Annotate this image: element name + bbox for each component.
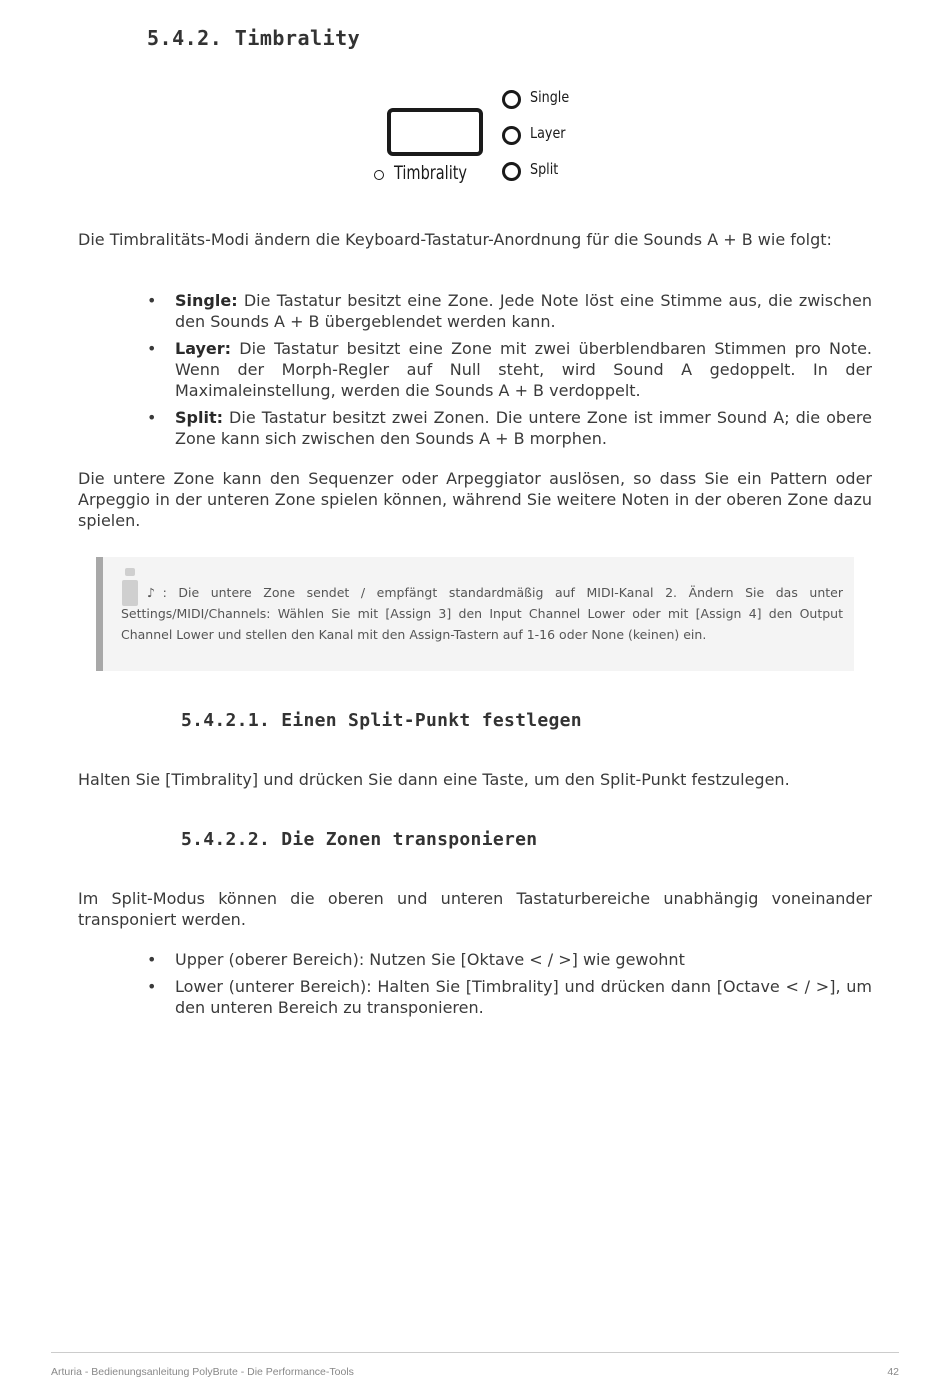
page-number: 42 — [887, 1366, 899, 1378]
list-item — [147, 290, 872, 332]
mode-description: Die Tastatur besitzt zwei Zonen. Die untere Zone ist immer Sound A; die obere Zone kann sich zwischen den Sounds A + B morphen. — [175, 408, 872, 448]
note-rest: Settings/MIDI/Channels: Wählen Sie mit [Assign 3] den Input Channel Lower oder mit [Assign 4] den Output Channel Lower und stellen den Kanal mit den Assign-Tastern auf 1-16 oder None (keinen) ein. — [121, 606, 843, 642]
option-split-label: Split — [530, 160, 559, 178]
transpose-upper-text: Upper (oberer Bereich): Nutzen Sie [Oktave < / >] wie gewohnt — [175, 950, 685, 969]
option-layer-label: Layer — [530, 124, 566, 142]
subsection-heading-split-point: 5.4.2.1. Einen Split-Punkt festlegen — [181, 710, 582, 731]
mode-term: Layer: — [175, 339, 232, 358]
footer-divider — [51, 1352, 899, 1353]
split-point-paragraph: Halten Sie [Timbrality] und drücken Sie dann eine Taste, um den Split-Punkt festzulegen. — [78, 770, 790, 789]
footer-title: Arturia - Bedienungsanleitung PolyBrute - Die Performance-Tools — [51, 1366, 354, 1378]
lower-zone-paragraph: Die untere Zone kann den Sequenzer oder Arpeggiator auslösen, so dass Sie ein Pattern oder Arpeggio in der unteren Zone spielen können, während Sie weitere Noten in der oberen Zone dazu spielen. — [78, 469, 872, 530]
list-item — [147, 949, 872, 970]
list-item — [147, 407, 872, 449]
modes-list — [147, 290, 872, 455]
timbrality-led-icon — [374, 170, 384, 180]
split-led-icon — [502, 162, 521, 181]
bullet-icon: • — [147, 977, 157, 996]
transpose-paragraph: Im Split-Modus können die oberen und unteren Tastaturbereiche unabhängig voneinander transponiert werden. — [78, 889, 872, 929]
bullet-icon: • — [147, 291, 157, 310]
info-note-box — [96, 557, 854, 671]
section-heading: 5.4.2. Timbrality — [147, 26, 361, 50]
bullet-icon: • — [147, 950, 157, 969]
mode-term: Split: — [175, 408, 223, 427]
mode-description: Die Tastatur besitzt eine Zone. Jede Note löst eine Stimme aus, die zwischen den Sounds A + B übergeblendet werden kann. — [175, 291, 872, 331]
layer-led-icon — [502, 126, 521, 145]
mode-description: Die Tastatur besitzt eine Zone mit zwei überblendbaren Stimmen pro Note. Wenn der Morph-Regler auf Null steht, wird Sound A gedoppelt. In der Maximaleinstellung, werden die Sounds A + B verdoppelt. — [175, 339, 872, 400]
single-led-icon — [502, 90, 521, 109]
timbrality-panel-label: Timbrality — [394, 162, 468, 184]
timbrality-panel-figure — [372, 80, 582, 190]
list-item — [147, 338, 872, 401]
note-lead: ♪: Die untere Zone sendet / empfängt standardmäßig auf MIDI-Kanal 2. Ändern Sie das unter — [147, 585, 843, 600]
timbrality-button-graphic — [387, 108, 483, 156]
intro-paragraph: Die Timbralitäts-Modi ändern die Keyboard-Tastatur-Anordnung für die Sounds A + B wie folgt: — [78, 230, 832, 249]
option-single-label: Single — [530, 88, 570, 106]
mode-term: Single: — [175, 291, 238, 310]
info-note-text — [121, 582, 843, 645]
subsection-heading-transpose: 5.4.2.2. Die Zonen transponieren — [181, 829, 538, 850]
bullet-icon: • — [147, 339, 157, 358]
transpose-list — [147, 949, 872, 1024]
bullet-icon: • — [147, 408, 157, 427]
list-item — [147, 976, 872, 1018]
transpose-lower-text: Lower (unterer Bereich): Halten Sie [Timbrality] und drücken dann [Octave < / >], um den unteren Bereich zu transponieren. — [175, 977, 872, 1017]
